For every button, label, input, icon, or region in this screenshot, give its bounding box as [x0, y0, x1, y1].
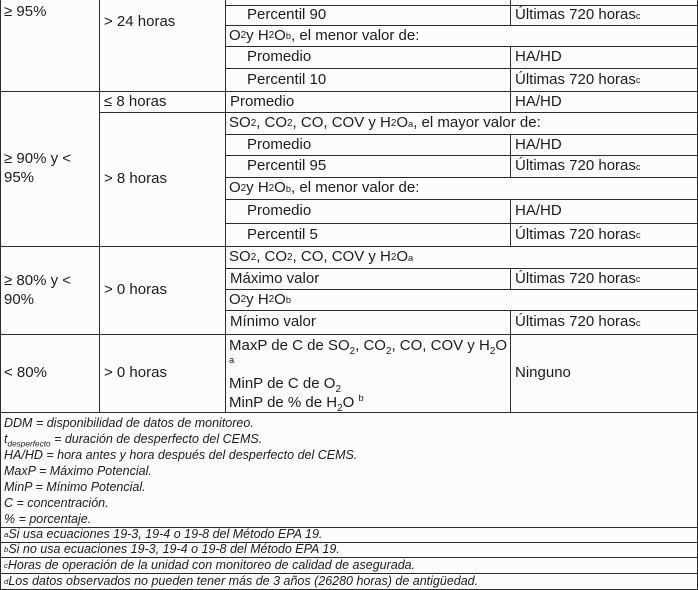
parameter-group-header: SO 2 , CO 2 , CO, COV y H 2 O a [226, 247, 698, 268]
malfunction-duration-cell [100, 247, 226, 335]
parameter-rows [226, 0, 698, 92]
parameter-group-header: O 2 y H 2 O b , el menor valor de: [226, 178, 698, 199]
definition-line: DDM = disponibilidad de datos de monitoreo. [4, 416, 254, 430]
substitute-data-cell: Últimas 720 horas c [511, 6, 698, 25]
table-row [226, 224, 698, 247]
parameter-group-header: O 2 y H 2 O b [226, 290, 698, 310]
definition-line: C = concentración. [4, 496, 109, 510]
substitute-data-cell: HA/HD [511, 200, 698, 223]
table-row [226, 178, 698, 200]
parameter-rows [226, 247, 698, 335]
footnote-a: a Si usa ecuaciones 19-3, 19-4 o 19-8 del Método EPA 19. [0, 528, 698, 543]
definition-line: % = porcentaje. [4, 512, 92, 526]
parameter-cell: Percentil 90 [226, 6, 511, 25]
definition-line: $t_{desperfecto}$ = duración de desperfecto del CEMS. [4, 432, 263, 449]
row-group-dam-80-90 [0, 247, 698, 335]
dam-value-cell [1, 0, 100, 92]
table-row [226, 135, 698, 156]
cropped-cell [226, 0, 511, 5]
table-row [226, 6, 698, 26]
table-row [226, 290, 698, 311]
table-row [226, 113, 698, 135]
table-row [226, 156, 698, 178]
footnote-d: d Los datos observados no pueden tener más de 3 años (26280 horas) de antigüedad. [0, 574, 698, 590]
dam-value-cell [1, 247, 100, 335]
parameter-cell: Percentil 10 [226, 69, 511, 91]
table-row [226, 47, 698, 69]
abbreviation-definitions [0, 413, 698, 528]
table-row [226, 200, 698, 224]
footnote-c: c Horas de operación de la unidad con monitoreo de calidad de asegurada. [0, 558, 698, 574]
parameter-line: MinP de C de $O_2$ [229, 375, 341, 395]
substitute-data-cell: Últimas 720 horas c [511, 269, 698, 289]
malfunction-duration-stack [100, 92, 226, 247]
parameter-cell: Promedio [226, 47, 511, 68]
definition-line: HA/HD = hora antes y hora después del desperfecto del CEMS. [4, 448, 358, 462]
table-row [226, 26, 698, 47]
parameter-cell: Promedio [226, 135, 511, 155]
table-row [226, 92, 698, 113]
malfunction-duration-cell: > 8 horas [100, 113, 226, 247]
dam-value-cell [1, 335, 100, 413]
definition-line: MinP = Mínimo Potencial. [4, 480, 146, 494]
parameter-cell: Máximo valor [226, 269, 511, 289]
definition-line: MaxP = Máximo Potencial. [4, 464, 152, 478]
parameter-cell [226, 335, 511, 413]
parameter-line: MaxP de C de $SO_2$, $CO_2$, CO, COV y $H_2O$ $^a$ [229, 337, 507, 365]
dam-value: ≥ 90% y < 95% [4, 150, 72, 186]
substitute-data-cell: Últimas 720 horas c [511, 156, 698, 177]
substitute-data-cell: Ninguno [511, 335, 698, 413]
parameter-rows [226, 92, 698, 247]
row-group-dam-90-95 [0, 92, 698, 247]
substitute-data-cell: HA/HD [511, 92, 698, 112]
duration-value: > 0 horas [104, 364, 167, 382]
row-group-dam-below-80 [0, 335, 698, 413]
parameter-line: MinP de % de $H_2O$ $^b$ [229, 393, 364, 414]
footnote-b: b Si no usa ecuaciones 19-3, 19-4 o 19-8 del Método EPA 19. [0, 543, 698, 558]
substitute-data-cell: Últimas 720 horas c [511, 224, 698, 246]
parameter-group-header: O 2 y H 2 O b , el menor valor de: [226, 26, 698, 46]
malfunction-duration-cell [100, 335, 226, 413]
duration-value: > 0 horas [104, 281, 167, 299]
parameter-cell: Promedio [226, 200, 511, 223]
table-row [226, 69, 698, 92]
table-row [226, 247, 698, 269]
dam-value: < 80% [4, 364, 47, 382]
row-group-dam-95plus [0, 0, 698, 92]
substitute-data-cell: Últimas 720 horas c [511, 311, 698, 334]
substitute-data-cell: Últimas 720 horas c [511, 69, 698, 91]
parameter-cell: Promedio [226, 92, 511, 112]
parameter-cell: Mínimo valor [226, 311, 511, 334]
cropped-cell [511, 0, 698, 5]
table-row [226, 269, 698, 290]
dam-value-cell [1, 92, 100, 247]
substitute-data-cell: HA/HD [511, 47, 698, 68]
malfunction-duration-cell [100, 0, 226, 92]
duration-value: > 24 horas [104, 13, 176, 30]
dam-value: ≥ 95% [4, 3, 47, 20]
dam-value: ≥ 80% y < 90% [4, 271, 72, 308]
parameter-cell: Percentil 95 [226, 156, 511, 177]
table-row [226, 311, 698, 335]
malfunction-duration-cell: ≤ 8 horas [100, 92, 226, 113]
parameter-group-header: SO 2 , CO 2 , CO, COV y H 2 O a , el mayor valor de: [226, 113, 698, 134]
parameter-cell: Percentil 5 [226, 224, 511, 246]
substitute-data-cell: HA/HD [511, 135, 698, 155]
